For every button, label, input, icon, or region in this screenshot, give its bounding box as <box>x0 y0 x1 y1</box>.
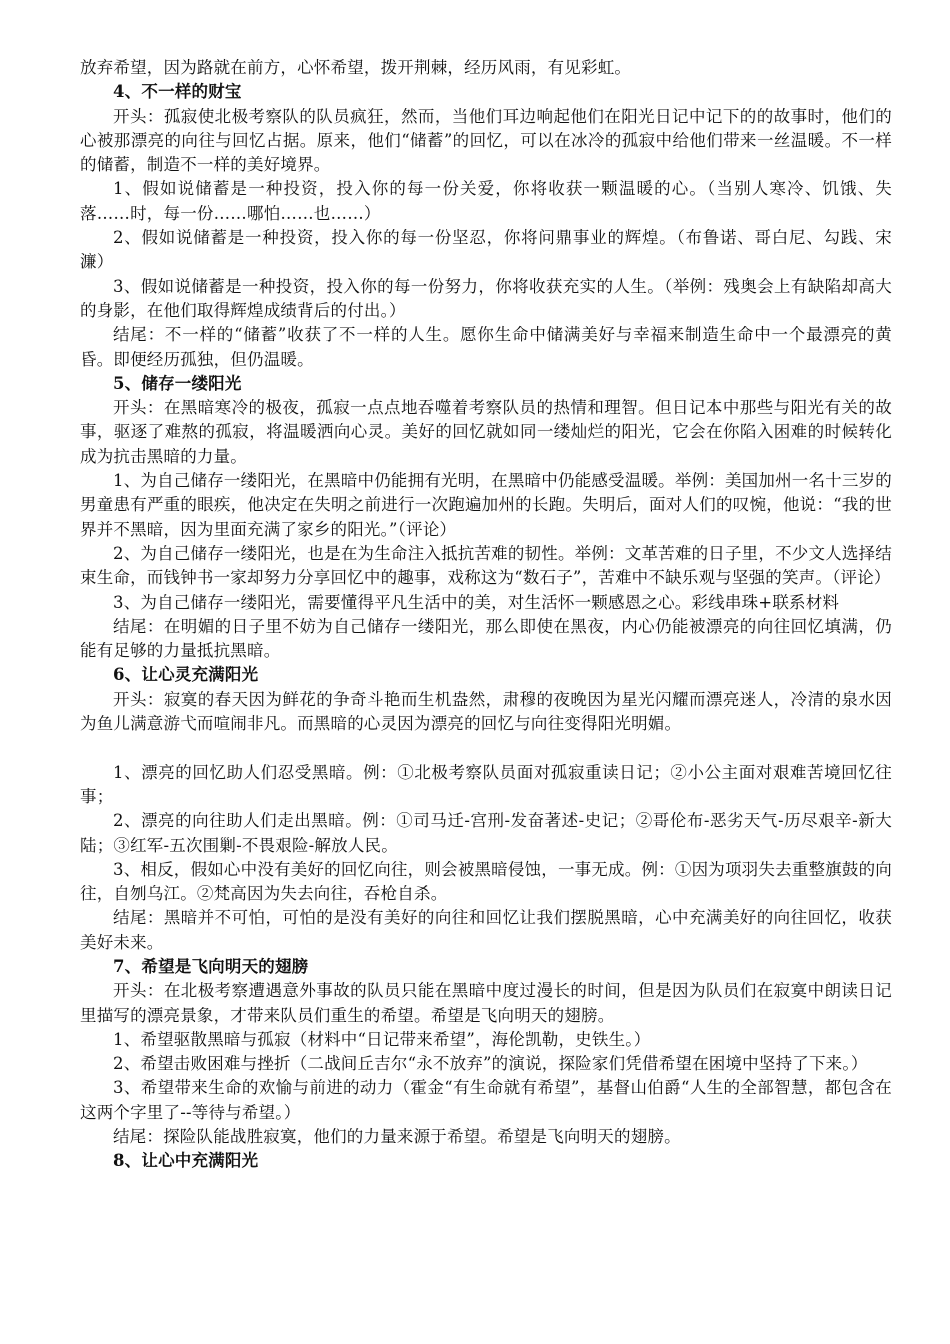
paragraph: 1、希望驱散黑暗与孤寂（材料中“日记带来希望”，海伦凯勒，史铁生。） <box>113 1029 651 1049</box>
paragraph: 放弃希望，因为路就在前方，心怀希望，拨开荆棘，经历风雨，有见彩虹。 <box>80 58 632 77</box>
blank-line <box>80 736 892 760</box>
paragraph: 2、漂亮的向往助人们走出黑暗。例：①司马迁-宫刑-发奋著述-史记；②哥伦布-恶劣天气-历尽艰辛-新大陆；③红军-五次围剿-不畏艰险-解放人民。 <box>80 811 892 855</box>
section-heading-6: 6、让心灵充满阳光 <box>113 665 259 685</box>
paragraph: 1、漂亮的回忆助人们忍受黑暗。例：①北极考察队员面对孤寂重读日记；②小公主面对艰难苦境回忆往事； <box>80 762 892 806</box>
paragraph: 结尾：不一样的“储蓄”收获了不一样的人生。愿你生命中储满美好与幸福来制造生命中一个最漂亮的黄昏。即便经历孤独，但仍温暖。 <box>80 325 892 369</box>
paragraph: 2、假如说储蓄是一种投资，投入你的每一份坚忍，你将问鼎事业的辉煌。（布鲁诺、哥白尼、勾践、宋濂） <box>80 228 892 272</box>
paragraph: 2、希望击败困难与挫折（二战间丘吉尔“永不放弃”的演说，探险家们凭借希望在困境中坚持了下来。） <box>113 1054 868 1074</box>
paragraph: 1、假如说储蓄是一种投资，投入你的每一份关爱，你将收获一颗温暖的心。（当别人寒冷、饥饿、失落……时，每一份……哪怕……也……） <box>80 179 892 223</box>
document-page <box>80 56 892 1174</box>
paragraph: 2、为自己储存一缕阳光，也是在为生命注入抵抗苦难的韧性。举例：文革苦难的日子里，不少文人选择结束生命，而钱钟书一家却努力分享回忆中的趣事，戏称这为“数石子”，苦难中不缺乐观与坚强的笑声。（评论） <box>80 543 892 588</box>
section-heading-7: 7、希望是飞向明天的翅膀 <box>113 956 309 976</box>
paragraph: 3、希望带来生命的欢愉与前进的动力（霍金“有生命就有希望”，基督山伯爵“人生的全部智慧，都包含在这两个字里了--等待与希望。） <box>80 1078 892 1122</box>
paragraph: 1、为自己储存一缕阳光，在黑暗中仍能拥有光明，在黑暗中仍能感受温暖。举例：美国加州一名十三岁的男童患有严重的眼疾，他决定在失明之前进行一次跑遍加州的长跑。失明后，面对人们的叹惋，他说：“我的世界并不黑暗，因为里面充满了家乡的阳光。”（评论） <box>80 471 892 539</box>
section-heading-8: 8、让心中充满阳光 <box>113 1151 259 1171</box>
paragraph: 3、假如说储蓄是一种投资，投入你的每一份努力，你将收获充实的人生。（举例：残奥会上有缺陷却高大的身影，在他们取得辉煌成绩背后的付出。） <box>80 276 892 320</box>
paragraph: 3、相反，假如心中没有美好的回忆向往，则会被黑暗侵蚀，一事无成。例：①因为项羽失去重整旗鼓的向往，自刎乌江。②梵高因为失去向往，吞枪自杀。 <box>80 859 892 904</box>
paragraph: 3、为自己储存一缕阳光，需要懂得平凡生活中的美，对生活怀一颗感恩之心。彩线串珠+联系材料 <box>113 592 840 612</box>
paragraph: 结尾：黑暗并不可怕，可怕的是没有美好的向往和回忆让我们摆脱黑暗，心中充满美好的向往回忆，收获美好未来。 <box>80 908 892 952</box>
paragraph: 开头：在北极考察遭遇意外事故的队员只能在黑暗中度过漫长的时间，但是因为队员们在寂寞中朗读日记里描写的漂亮景象，才带来队员们重生的希望。希望是飞向明天的翅膀。 <box>80 981 892 1025</box>
paragraph: 开头：孤寂使北极考察队的队员疯狂，然而，当他们耳边响起他们在阳光日记中记下的的故事时，他们的心被那漂亮的向往与回忆占据。原来，他们“储蓄”的回忆，可以在冰冷的孤寂中给他们带来一丝温暖。不一样的储蓄，制造不一样的美好境界。 <box>80 106 892 175</box>
section-heading-5: 5、储存一缕阳光 <box>113 373 242 393</box>
section-heading-4: 4、不一样的财宝 <box>113 82 242 102</box>
paragraph: 开头：寂寞的春天因为鲜花的争奇斗艳而生机盎然，肃穆的夜晚因为星光闪耀而漂亮迷人，冷清的泉水因为鱼儿满意游弋而喧闹非凡。而黑暗的心灵因为漂亮的回忆与向往变得阳光明媚。 <box>80 689 892 734</box>
paragraph: 结尾：在明媚的日子里不妨为自己储存一缕阳光，那么即使在黑夜，内心仍能被漂亮的向往回忆填满，仍能有足够的力量抵抗黑暗。 <box>80 616 892 661</box>
paragraph: 开头：在黑暗寒冷的极夜，孤寂一点点地吞噬着考察队员的热情和理智。但日记本中那些与阳光有关的故事，驱逐了难熬的孤寂，将温暖洒向心灵。美好的回忆就如同一缕灿烂的阳光，它会在你陷入困难的时候转化成为抗击黑暗的力量。 <box>80 398 892 466</box>
paragraph: 结尾：探险队能战胜寂寞，他们的力量来源于希望。希望是飞向明天的翅膀。 <box>113 1127 681 1147</box>
